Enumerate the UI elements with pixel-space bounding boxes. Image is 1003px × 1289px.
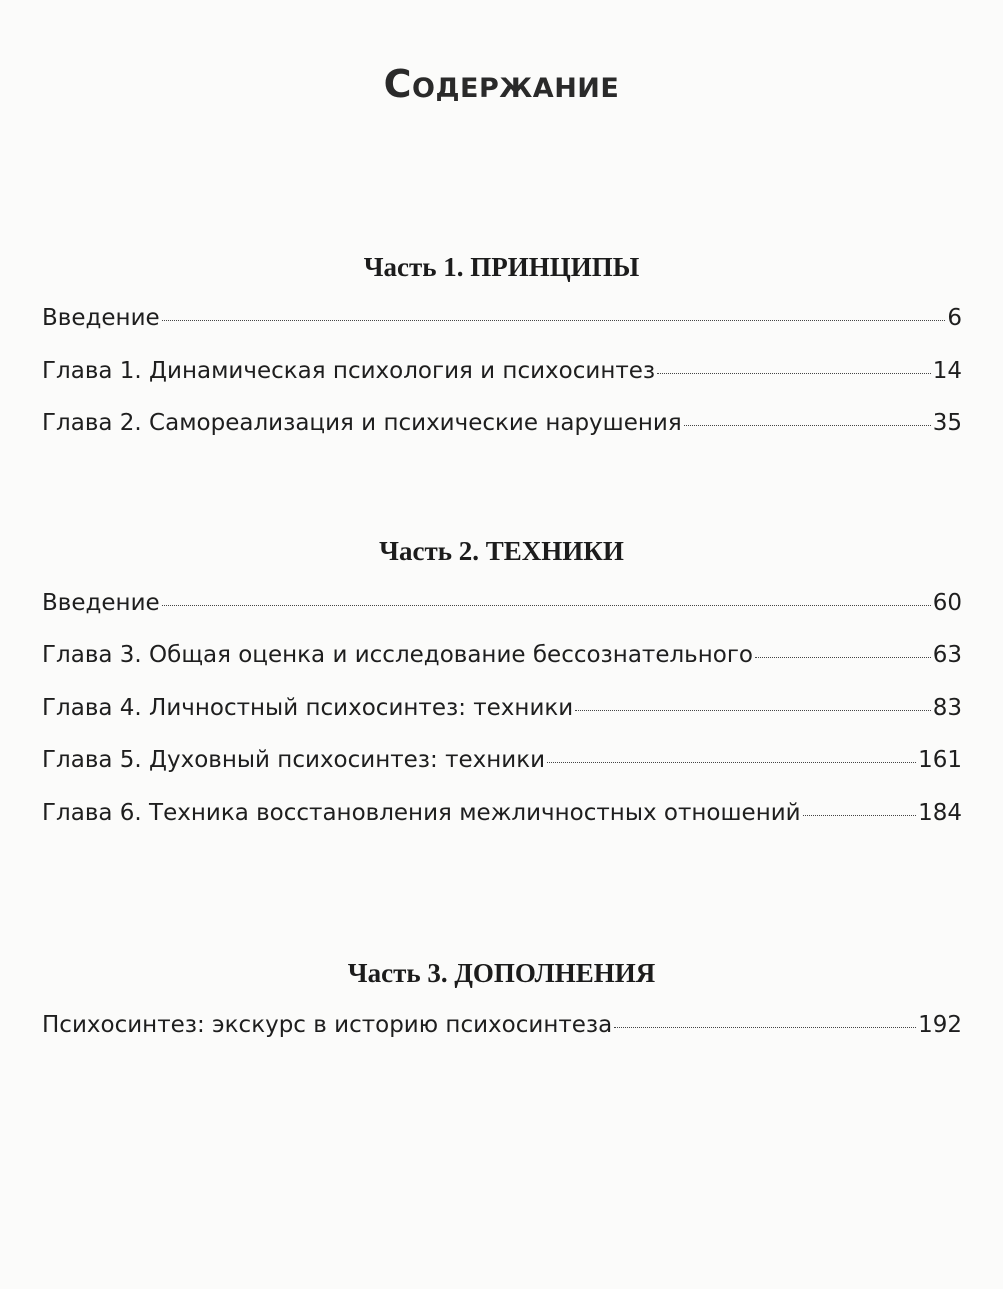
dot-leader: [614, 1027, 916, 1028]
page-title: Содержание: [383, 62, 620, 106]
toc-entry[interactable]: [42, 590, 962, 626]
toc-entry-page: 83: [932, 695, 962, 721]
toc-entry-label: Глава 5. Духовный психосинтез: техники: [42, 747, 546, 773]
part-heading-1: Часть 1. ПРИНЦИПЫ: [363, 252, 640, 282]
toc-entry-page: 14: [932, 358, 962, 384]
toc-entry-label: Глава 6. Техника восстановления межличностных отношений: [42, 800, 801, 826]
toc-entry-label: Введение: [42, 305, 160, 331]
dot-leader: [755, 657, 931, 658]
dot-leader: [162, 605, 931, 606]
toc-entry-page: 184: [918, 800, 962, 826]
dot-leader: [657, 373, 931, 374]
toc-entry-label: Глава 4. Личностный психосинтез: техники: [42, 695, 574, 721]
toc-entry[interactable]: [42, 410, 962, 446]
toc-entry-label: Глава 3. Общая оценка и исследование бессознательного: [42, 642, 753, 668]
dot-leader: [684, 425, 931, 426]
toc-entry-label: Введение: [42, 590, 160, 616]
toc-entry[interactable]: [42, 747, 962, 783]
toc-entry[interactable]: [42, 642, 962, 678]
toc-entry-page: 192: [918, 1012, 962, 1038]
toc-entry-page: 161: [918, 747, 962, 773]
toc-entry-page: 35: [932, 410, 962, 436]
part-heading-3: Часть 3. ДОПОЛНЕНИЯ: [347, 958, 656, 988]
toc-entry-label: Психосинтез: экскурс в историю психосинтеза: [42, 1012, 613, 1038]
dot-leader: [547, 762, 916, 763]
toc-entry[interactable]: [42, 1012, 962, 1048]
dot-leader: [803, 815, 916, 816]
dot-leader: [162, 320, 946, 321]
toc-entry[interactable]: [42, 305, 962, 341]
toc-entry-page: 63: [932, 642, 962, 668]
part-heading-2: Часть 2. ТЕХНИКИ: [379, 536, 624, 566]
toc-entry[interactable]: [42, 695, 962, 731]
toc-entry[interactable]: [42, 800, 962, 836]
toc-entry-page: 60: [932, 590, 962, 616]
dot-leader: [575, 710, 930, 711]
toc-entry-label: Глава 2. Самореализация и психические нарушения: [42, 410, 682, 436]
toc-entry[interactable]: [42, 358, 962, 394]
toc-entry-label: Глава 1. Динамическая психология и психосинтез: [42, 358, 656, 384]
toc-entry-page: 6: [947, 305, 962, 331]
